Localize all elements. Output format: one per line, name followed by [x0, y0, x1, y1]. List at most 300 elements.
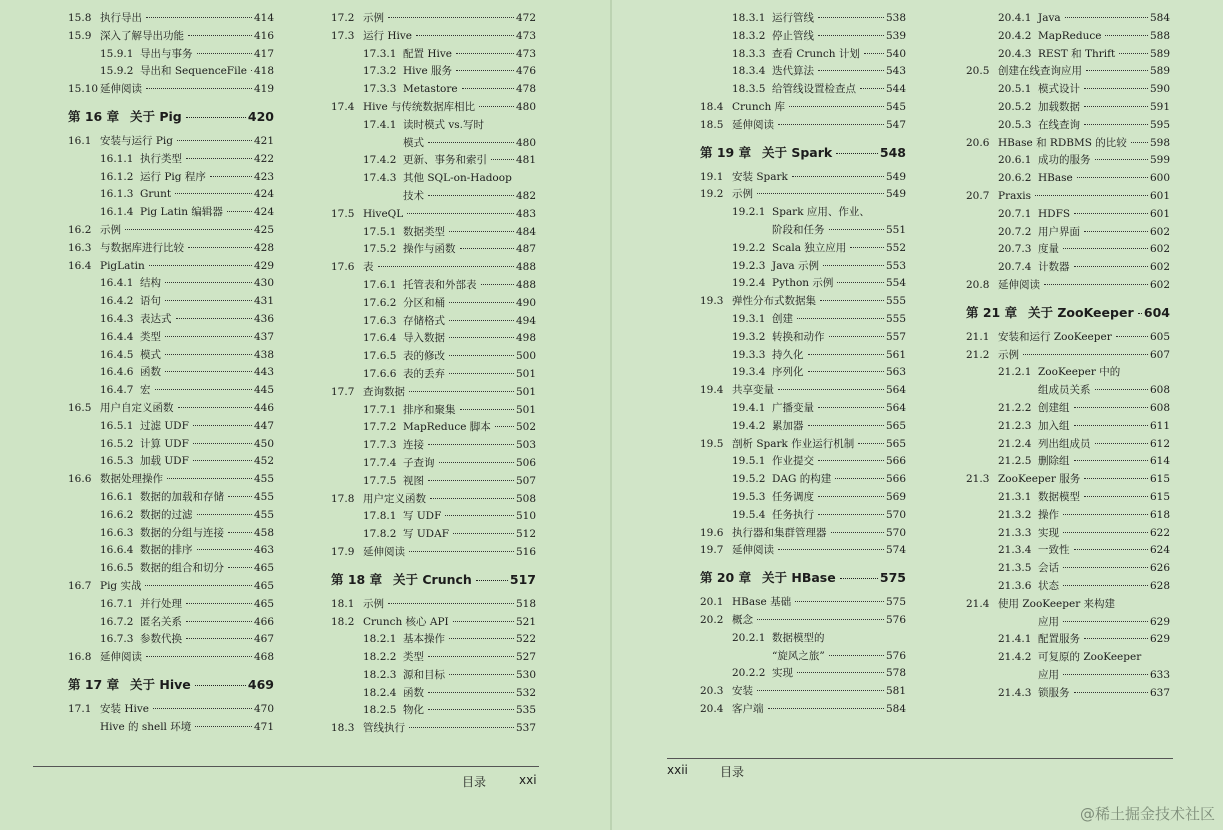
toc-entry-number: 20.3 [700, 685, 724, 698]
toc-entry-subsection[interactable] [331, 526, 536, 544]
toc-column-3 [700, 10, 906, 719]
toc-entry-subsection[interactable] [68, 347, 274, 365]
toc-dot-leader [829, 229, 884, 230]
toc-entry-subsection[interactable] [331, 419, 536, 437]
toc-entry-number: 21.1 [966, 330, 990, 343]
toc-entry-number: 19.2.2 [732, 241, 766, 254]
toc-entry-section[interactable] [700, 186, 906, 204]
toc-entry-section[interactable] [700, 293, 906, 311]
toc-entry-section[interactable] [700, 701, 906, 719]
toc-entry-subsection[interactable] [68, 46, 274, 64]
toc-entry-title: 持久化 [772, 348, 804, 361]
toc-dot-leader [820, 300, 884, 301]
toc-entry-subsection[interactable] [68, 525, 274, 543]
toc-entry-title: 延伸阅读 [363, 545, 405, 558]
toc-entry-page: 446 [253, 401, 274, 414]
toc-entry-title: 技术 [403, 189, 424, 202]
toc-entry-subsection[interactable] [331, 402, 536, 420]
toc-entry-section[interactable] [68, 701, 274, 719]
toc-entry-page: 602 [1149, 278, 1170, 291]
toc-entry-subsection[interactable] [700, 453, 906, 471]
toc-entry-subsection[interactable] [331, 277, 536, 295]
toc-entry-page: 512 [515, 528, 536, 541]
toc-dot-leader [797, 318, 884, 319]
toc-entry-title: 运行 Pig 程序 [140, 170, 206, 183]
toc-entry-title: 延伸阅读 [100, 651, 142, 664]
toc-entry-page: 516 [515, 545, 536, 558]
toc-entry-number: 20.7.4 [998, 261, 1032, 274]
toc-entry-subsection[interactable] [966, 418, 1170, 436]
toc-entry-number: 18.2 [331, 615, 355, 628]
toc-entry-subsection[interactable] [331, 170, 536, 188]
toc-entry-title: 弹性分布式数据集 [732, 295, 816, 308]
toc-entry-subsection[interactable] [700, 347, 906, 365]
toc-entry-subsection[interactable] [68, 614, 274, 632]
toc-entry-subsection[interactable] [966, 542, 1170, 560]
toc-entry-subsection[interactable] [331, 508, 536, 526]
toc-entry-subsection[interactable] [966, 117, 1170, 135]
toc-entry-chapter[interactable] [68, 105, 274, 129]
toc-entry-number: 17.7.3 [363, 439, 397, 452]
toc-entry-number: 第 18 章 [331, 571, 383, 587]
toc-entry-title: 深入了解导出功能 [100, 29, 184, 42]
toc-entry-number: 21.3.5 [998, 562, 1032, 575]
toc-entry-page: 455 [253, 473, 274, 486]
toc-entry-page: 602 [1149, 261, 1170, 274]
toc-entry-number: 16.1 [68, 134, 92, 147]
toc-entry-subsection[interactable] [331, 46, 536, 64]
toc-entry-title: 数据的排序 [140, 544, 193, 557]
toc-entry-subsection[interactable] [331, 667, 536, 685]
toc-entry-subsection[interactable] [331, 437, 536, 455]
toc-entry-subsection[interactable] [700, 258, 906, 276]
toc-entry-chapter[interactable] [68, 673, 274, 697]
toc-entry-subsection[interactable] [331, 473, 536, 491]
toc-entry-subsection[interactable] [68, 275, 274, 293]
toc-entry-title: 关于 Spark [762, 144, 833, 160]
toc-entry-subsection[interactable] [966, 685, 1170, 703]
toc-dot-leader [197, 549, 252, 550]
toc-entry-number: 16.1.3 [100, 188, 134, 201]
toc-entry-number: 16.4.1 [100, 277, 134, 290]
toc-entry-title: 关于 Pig [130, 108, 182, 124]
right-footer-label: 目录 [720, 765, 745, 779]
toc-entry-number: 18.2.4 [363, 686, 397, 699]
toc-entry-number: 19.1 [700, 170, 724, 183]
toc-entry-subsection[interactable] [331, 295, 536, 313]
toc-entry-subsection[interactable] [331, 63, 536, 81]
toc-entry-subsection[interactable] [331, 81, 536, 99]
toc-entry-number: 19.3.3 [732, 348, 766, 361]
toc-entry-subsection[interactable] [68, 186, 274, 204]
toc-entry-section[interactable] [331, 28, 536, 46]
toc-entry-page: 589 [1149, 65, 1170, 78]
toc-entry-number: 21.2.3 [998, 419, 1032, 432]
toc-entry-subsection[interactable] [68, 507, 274, 525]
toc-entry-page: 472 [515, 12, 536, 24]
toc-dot-leader [378, 266, 514, 267]
toc-entry-page: 437 [253, 330, 274, 343]
toc-entry-number: 19.7 [700, 544, 724, 557]
toc-entry-subsection[interactable] [68, 418, 274, 436]
toc-entry-section[interactable] [331, 720, 536, 738]
toc-entry-subsection[interactable] [331, 241, 536, 259]
toc-dot-leader [453, 621, 514, 622]
toc-entry-section[interactable] [966, 329, 1170, 347]
toc-entry-section[interactable] [966, 596, 1170, 614]
toc-dot-leader [858, 443, 884, 444]
toc-entry-subsection[interactable] [966, 170, 1170, 188]
toc-entry-number: 16.6.2 [100, 508, 134, 521]
toc-entry-subsection[interactable] [966, 241, 1170, 259]
toc-entry-section[interactable] [966, 135, 1170, 153]
toc-entry-number: 16.4.6 [100, 366, 134, 379]
toc-entry-subsection[interactable] [966, 489, 1170, 507]
toc-entry-subsection[interactable] [966, 507, 1170, 525]
toc-entry-number: 19.2.3 [732, 259, 766, 272]
toc-entry-section[interactable] [68, 240, 274, 258]
toc-entry-page: 488 [515, 261, 536, 274]
toc-entry-subsection[interactable] [700, 489, 906, 507]
toc-entry-section[interactable] [700, 436, 906, 454]
toc-entry-title: 加载 UDF [140, 455, 189, 468]
toc-entry-page: 629 [1149, 615, 1170, 628]
toc-entry-number: 17.6 [331, 261, 355, 274]
toc-entry-section[interactable] [700, 683, 906, 701]
toc-entry-subsection[interactable] [700, 471, 906, 489]
toc-entry-subsection[interactable] [700, 275, 906, 293]
toc-entry-section[interactable] [331, 491, 536, 509]
toc-entry-page: 539 [885, 29, 906, 42]
toc-entry-title: 延伸阅读 [732, 544, 774, 557]
toc-dot-leader [146, 88, 252, 89]
toc-entry-page: 549 [885, 170, 906, 183]
toc-entry-title: 关于 ZooKeeper [1028, 304, 1134, 320]
toc-entry-number: 17.5.1 [363, 225, 397, 238]
toc-entry-continuation[interactable] [331, 188, 536, 206]
toc-entry-subsection[interactable] [331, 366, 536, 384]
toc-entry-number: 21.3.3 [998, 526, 1032, 539]
toc-entry-section[interactable] [331, 384, 536, 402]
toc-entry-number: 16.6.1 [100, 490, 134, 503]
toc-entry-subsection[interactable] [700, 665, 906, 683]
toc-entry-title: 示例 [100, 223, 121, 236]
toc-entry-number: 20.6.2 [998, 172, 1032, 185]
toc-entry-subsection[interactable] [700, 28, 906, 46]
toc-entry-number: 20.5.1 [998, 83, 1032, 96]
toc-entry-subsection[interactable] [700, 81, 906, 99]
toc-entry-title: 创建组 [1038, 401, 1070, 414]
toc-entry-section[interactable] [700, 594, 906, 612]
toc-entry-number: 20.7.3 [998, 243, 1032, 256]
toc-entry-subsection[interactable] [700, 63, 906, 81]
toc-entry-page: 419 [253, 83, 274, 96]
toc-entry-page: 414 [253, 12, 274, 24]
toc-entry-section[interactable] [700, 612, 906, 630]
toc-entry-page: 445 [253, 384, 274, 397]
toc-entry-page: 506 [515, 456, 536, 469]
toc-entry-page: 604 [1143, 304, 1170, 320]
toc-entry-subsection[interactable] [331, 313, 536, 331]
toc-dot-leader [1063, 248, 1148, 249]
toc-entry-subsection[interactable] [966, 364, 1170, 382]
toc-entry-page: 471 [253, 720, 274, 733]
toc-entry-page: 590 [1149, 83, 1170, 96]
toc-entry-subsection[interactable] [966, 631, 1170, 649]
toc-entry-subsection[interactable] [966, 81, 1170, 99]
toc-entry-section[interactable] [68, 28, 274, 46]
toc-entry-section[interactable] [68, 649, 274, 667]
toc-entry-page: 575 [879, 570, 906, 586]
toc-entry-continuation[interactable] [700, 648, 906, 666]
toc-dot-leader [176, 318, 252, 319]
toc-entry-number: 17.6.2 [363, 296, 397, 309]
toc-entry-subsection[interactable] [68, 329, 274, 347]
toc-entry-section[interactable] [966, 277, 1170, 295]
toc-entry-page: 637 [1149, 686, 1170, 699]
toc-entry-number: 17.7.2 [363, 421, 397, 434]
toc-dot-leader [808, 371, 884, 372]
toc-entry-section[interactable] [331, 10, 536, 28]
toc-entry-section[interactable] [331, 99, 536, 117]
toc-entry-section[interactable] [331, 614, 536, 632]
toc-entry-section[interactable] [68, 719, 274, 737]
toc-entry-title: 执行导出 [100, 12, 142, 24]
toc-dot-leader [428, 444, 514, 445]
toc-dot-leader [1035, 195, 1148, 196]
toc-entry-subsection[interactable] [700, 10, 906, 28]
toc-entry-title: 关于 Hive [130, 676, 191, 692]
toc-entry-subsection[interactable] [966, 560, 1170, 578]
toc-entry-subsection[interactable] [966, 99, 1170, 117]
toc-entry-subsection[interactable] [331, 348, 536, 366]
toc-entry-section[interactable] [331, 206, 536, 224]
toc-entry-subsection[interactable] [966, 206, 1170, 224]
toc-entry-subsection[interactable] [700, 364, 906, 382]
toc-entry-number: 17.8.1 [363, 510, 397, 523]
toc-entry-page: 436 [253, 312, 274, 325]
toc-entry-chapter[interactable] [700, 141, 906, 165]
toc-entry-number: 第 20 章 [700, 570, 752, 586]
toc-entry-number: 20.4.2 [998, 29, 1032, 42]
toc-entry-section[interactable] [966, 471, 1170, 489]
toc-entry-section[interactable] [700, 382, 906, 400]
toc-entry-number: 20.4.1 [998, 12, 1032, 24]
toc-entry-section[interactable] [700, 117, 906, 135]
toc-entry-number: 20.7.1 [998, 207, 1032, 220]
toc-entry-page: 588 [1149, 29, 1170, 42]
toc-dot-leader [789, 106, 884, 107]
toc-dot-leader [495, 426, 514, 427]
toc-entry-number: 20.4.3 [998, 47, 1032, 60]
toc-entry-number: 18.5 [700, 118, 724, 131]
toc-entry-subsection[interactable] [68, 293, 274, 311]
toc-entry-title: 实现 [772, 667, 793, 680]
toc-entry-title: 数据模型的 [772, 631, 825, 644]
toc-dot-leader [797, 672, 884, 673]
toc-entry-subsection[interactable] [331, 649, 536, 667]
toc-entry-subsection[interactable] [966, 259, 1170, 277]
toc-entry-section[interactable] [966, 347, 1170, 365]
toc-entry-subsection[interactable] [68, 436, 274, 454]
toc-entry-section[interactable] [68, 81, 274, 99]
toc-dot-leader [409, 391, 514, 392]
toc-entry-subsection[interactable] [331, 702, 536, 720]
toc-entry-title: 配置 Hive [403, 47, 452, 60]
toc-entry-section[interactable] [68, 471, 274, 489]
toc-entry-section[interactable] [700, 525, 906, 543]
toc-entry-continuation[interactable] [966, 382, 1170, 400]
toc-entry-subsection[interactable] [331, 117, 536, 135]
toc-entry-section[interactable] [966, 188, 1170, 206]
toc-entry-subsection[interactable] [68, 311, 274, 329]
toc-entry-subsection[interactable] [700, 311, 906, 329]
toc-entry-number: 16.7.1 [100, 597, 134, 610]
toc-entry-subsection[interactable] [68, 151, 274, 169]
toc-entry-subsection[interactable] [966, 436, 1170, 454]
toc-entry-section[interactable] [966, 63, 1170, 81]
toc-entry-subsection[interactable] [331, 330, 536, 348]
toc-entry-subsection[interactable] [700, 240, 906, 258]
toc-entry-subsection[interactable] [966, 10, 1170, 28]
toc-dot-leader [818, 70, 884, 71]
toc-entry-page: 545 [885, 100, 906, 113]
toc-entry-subsection[interactable] [966, 224, 1170, 242]
toc-entry-subsection[interactable] [68, 542, 274, 560]
toc-entry-section[interactable] [331, 596, 536, 614]
toc-dot-leader [1074, 692, 1148, 693]
toc-entry-subsection[interactable] [966, 46, 1170, 64]
toc-entry-section[interactable] [700, 542, 906, 560]
toc-entry-title: 延伸阅读 [998, 278, 1040, 291]
toc-entry-number: 16.4.7 [100, 384, 134, 397]
toc-entry-subsection[interactable] [331, 152, 536, 170]
toc-entry-number: 19.3.1 [732, 312, 766, 325]
toc-entry-section[interactable] [700, 169, 906, 187]
toc-entry-subsection[interactable] [331, 685, 536, 703]
toc-entry-page: 501 [515, 403, 536, 416]
toc-entry-number: 第 19 章 [700, 144, 752, 160]
toc-entry-number: 21.4.1 [998, 633, 1032, 646]
toc-entry-continuation[interactable] [331, 135, 536, 153]
toc-entry-title: 数据的过滤 [140, 508, 193, 521]
toc-entry-subsection[interactable] [700, 630, 906, 648]
toc-entry-subsection[interactable] [68, 382, 274, 400]
toc-entry-page: 473 [515, 29, 536, 42]
toc-entry-subsection[interactable] [68, 560, 274, 578]
toc-entry-number: 17.6.5 [363, 350, 397, 363]
toc-entry-subsection[interactable] [68, 631, 274, 649]
toc-entry-continuation[interactable] [700, 222, 906, 240]
toc-dot-leader [1119, 53, 1148, 54]
toc-dot-leader [449, 355, 514, 356]
toc-entry-section[interactable] [68, 400, 274, 418]
toc-entry-subsection[interactable] [68, 204, 274, 222]
toc-entry-section[interactable] [68, 133, 274, 151]
toc-dot-leader [1131, 142, 1148, 143]
toc-entry-title: Metastore [403, 83, 458, 96]
toc-entry-subsection[interactable] [966, 152, 1170, 170]
toc-entry-subsection[interactable] [68, 596, 274, 614]
toc-entry-subsection[interactable] [700, 507, 906, 525]
toc-entry-number: 16.1.4 [100, 206, 134, 219]
toc-dot-leader [165, 371, 252, 372]
toc-entry-number: 15.8 [68, 12, 92, 24]
toc-entry-number: 20.4 [700, 702, 724, 715]
toc-entry-subsection[interactable] [966, 400, 1170, 418]
toc-entry-number: 19.2 [700, 188, 724, 201]
toc-entry-subsection[interactable] [966, 453, 1170, 471]
toc-entry-title: 导入数据 [403, 332, 445, 345]
toc-dot-leader [186, 603, 252, 604]
toc-dot-leader [1074, 407, 1148, 408]
toc-entry-number: 15.9 [68, 29, 92, 42]
toc-dot-leader [1063, 514, 1148, 515]
toc-entry-section[interactable] [700, 99, 906, 117]
toc-entry-subsection[interactable] [68, 489, 274, 507]
toc-dot-leader [188, 35, 252, 36]
toc-entry-title: ZooKeeper 服务 [998, 473, 1081, 486]
toc-entry-subsection[interactable] [700, 204, 906, 222]
toc-entry-subsection[interactable] [966, 28, 1170, 46]
toc-entry-continuation[interactable] [966, 667, 1170, 685]
toc-entry-subsection[interactable] [700, 46, 906, 64]
toc-entry-chapter[interactable] [331, 568, 536, 592]
toc-entry-subsection[interactable] [68, 63, 274, 81]
toc-entry-subsection[interactable] [966, 525, 1170, 543]
toc-entry-title: HDFS [1038, 207, 1071, 220]
toc-entry-section[interactable] [68, 578, 274, 596]
toc-entry-page: 600 [1149, 172, 1170, 185]
toc-entry-page: 599 [1149, 154, 1170, 167]
toc-entry-chapter[interactable] [700, 566, 906, 590]
toc-entry-section[interactable] [331, 259, 536, 277]
toc-dot-leader [177, 140, 252, 141]
toc-entry-subsection[interactable] [331, 224, 536, 242]
toc-entry-subsection[interactable] [68, 364, 274, 382]
toc-entry-subsection[interactable] [331, 455, 536, 473]
toc-entry-subsection[interactable] [331, 631, 536, 649]
toc-entry-number: 16.7.2 [100, 615, 134, 628]
toc-entry-page: 589 [1149, 47, 1170, 60]
toc-dot-leader [456, 70, 514, 71]
toc-entry-title: 成功的服务 [1038, 154, 1091, 167]
toc-dot-leader [445, 515, 514, 516]
toc-entry-subsection[interactable] [700, 329, 906, 347]
toc-entry-chapter[interactable] [966, 301, 1170, 325]
toc-entry-subsection[interactable] [68, 453, 274, 471]
toc-entry-subsection[interactable] [700, 418, 906, 436]
toc-entry-page: 629 [1149, 633, 1170, 646]
toc-entry-section[interactable] [331, 544, 536, 562]
toc-entry-title: 并行处理 [140, 597, 182, 610]
toc-entry-subsection[interactable] [68, 169, 274, 187]
toc-entry-subsection[interactable] [966, 578, 1170, 596]
toc-entry-title: 操作 [1038, 508, 1059, 521]
toc-entry-number: 21.4 [966, 597, 990, 610]
toc-entry-section[interactable] [68, 258, 274, 276]
toc-entry-subsection[interactable] [966, 649, 1170, 667]
toc-entry-page: 540 [885, 47, 906, 60]
toc-entry-continuation[interactable] [966, 614, 1170, 632]
toc-entry-subsection[interactable] [700, 400, 906, 418]
toc-entry-page: 424 [253, 188, 274, 201]
toc-entry-number: 17.9 [331, 545, 355, 558]
toc-entry-page: 549 [885, 188, 906, 201]
toc-dot-leader [1105, 35, 1148, 36]
toc-entry-section[interactable] [68, 222, 274, 240]
toc-entry-section[interactable] [68, 10, 274, 28]
